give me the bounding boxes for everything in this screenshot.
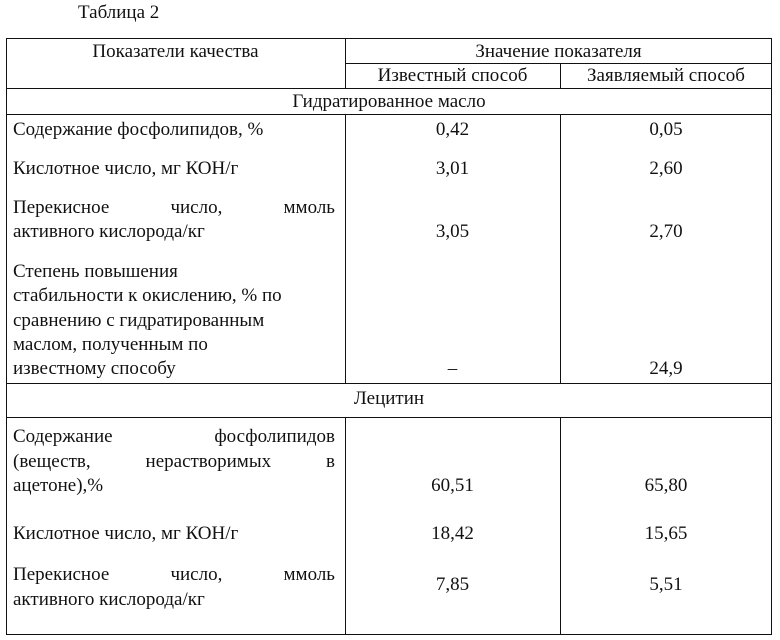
known-value: 3,01 <box>435 158 470 179</box>
header-known-method: Известный способ <box>377 65 528 86</box>
section-title-line-1 <box>6 114 772 115</box>
row-label-word: ммоль <box>283 197 335 218</box>
row-label-line <box>13 450 335 474</box>
section-title-hydrated-oil: Гидратированное масло <box>292 91 486 112</box>
claimed-value: 24,9 <box>649 358 683 379</box>
row-label-line: известному способу <box>13 358 176 379</box>
row-label-word: Содержание <box>13 426 113 447</box>
header-indicator-value: Значение показателя <box>475 41 642 62</box>
known-value: 3,05 <box>435 221 470 242</box>
row-label-word: число, <box>170 564 223 585</box>
row-label-word: число, <box>170 197 223 218</box>
row-label-word: в <box>326 451 335 472</box>
row-label-line: активного кислорода/кг <box>13 589 205 610</box>
row-label-word: ммоль <box>283 564 335 585</box>
header-quality-indicators: Показатели качества <box>92 41 259 62</box>
row-label-line: Кислотное число, мг КОН/г <box>13 523 239 544</box>
section-title-line-2 <box>6 417 772 418</box>
col-divider-1b <box>345 114 346 384</box>
claimed-value: 15,65 <box>644 523 688 544</box>
row-label-line <box>13 563 335 587</box>
row-label-line: маслом, полученным по <box>13 334 208 355</box>
row-label-word: нерастворимых <box>145 451 272 472</box>
known-value: 0,42 <box>435 119 470 140</box>
header-claimed-method: Заявляемый способ <box>587 65 745 86</box>
section-title-lecithin: Лецитин <box>353 388 425 409</box>
claimed-value: 2,60 <box>649 158 683 179</box>
claimed-value: 5,51 <box>649 574 683 595</box>
known-value: – <box>447 358 458 379</box>
table-caption: Таблица 2 <box>78 2 160 23</box>
row-label-line: активного кислорода/кг <box>13 221 205 242</box>
claimed-value: 0,05 <box>649 119 683 140</box>
row-label-word: (веществ, <box>13 451 91 472</box>
row-label-word: Перекисное <box>13 564 110 585</box>
claimed-value: 2,70 <box>649 221 683 242</box>
header-bottom-line <box>6 88 772 89</box>
col-divider-2b <box>560 114 561 384</box>
row-label-line: Степень повышения <box>13 261 178 282</box>
known-value: 7,85 <box>435 574 470 595</box>
row-label-word: Перекисное <box>13 197 110 218</box>
claimed-value: 65,80 <box>644 475 688 496</box>
row-label-line <box>13 196 335 220</box>
section-divider <box>6 383 772 384</box>
row-label-line: ацетоне),% <box>13 475 104 496</box>
row-label-word: фосфолипидов <box>214 426 335 447</box>
row-label-line <box>13 425 335 449</box>
known-value: 18,42 <box>431 523 474 544</box>
row-label-line: Кислотное число, мг КОН/г <box>13 158 239 179</box>
row-label-line: сравнению с гидратированным <box>13 310 265 331</box>
row-label-line: стабильности к окислению, % по <box>13 285 282 306</box>
known-value: 60,51 <box>431 475 474 496</box>
row-label-line: Содержание фосфолипидов, % <box>13 119 264 140</box>
